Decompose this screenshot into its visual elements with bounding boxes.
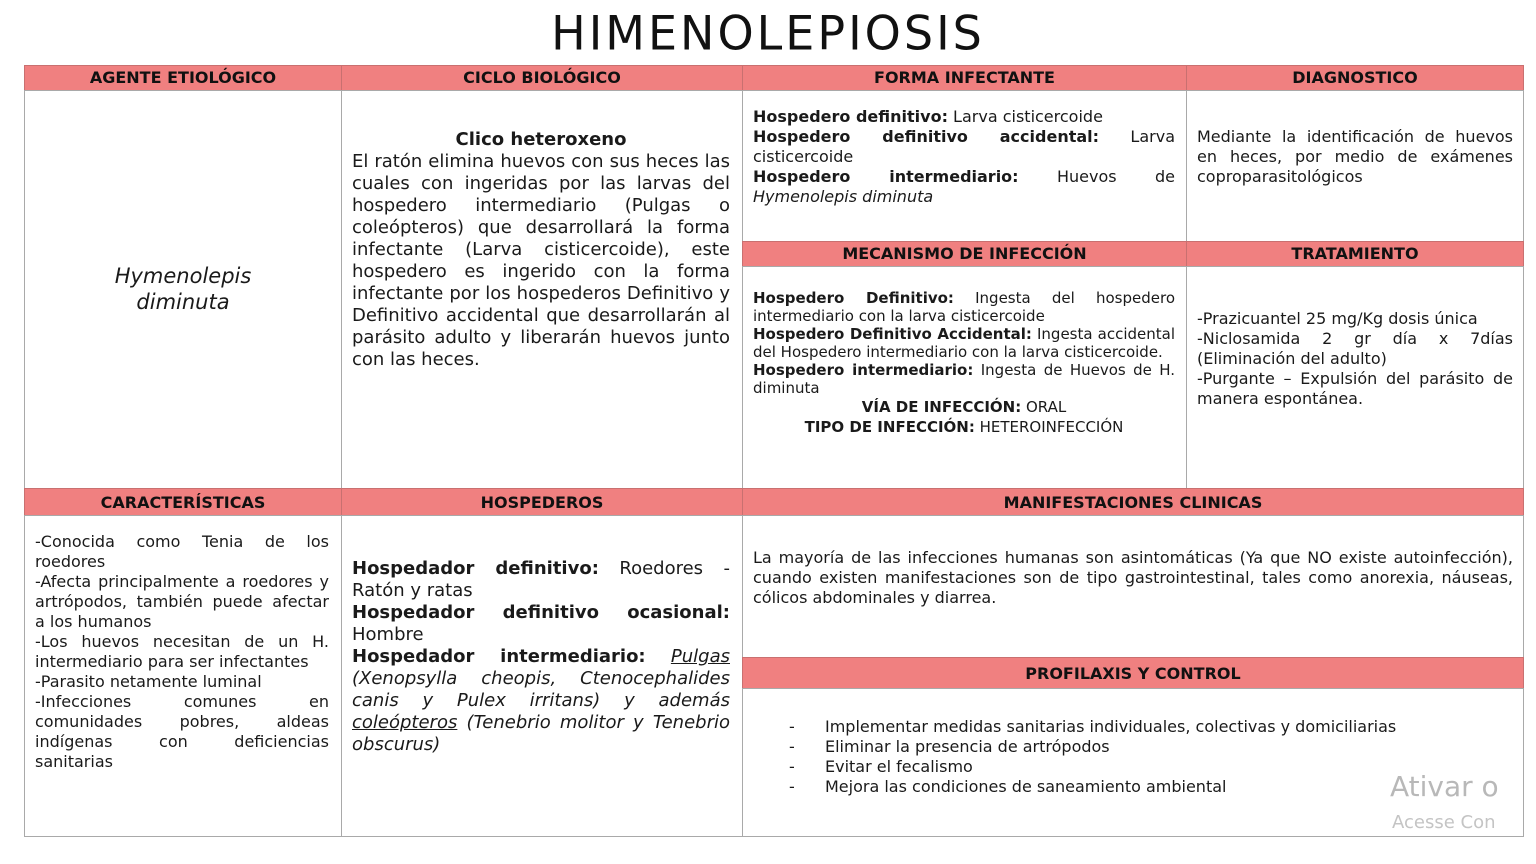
activation-watermark-subtitle: Acesse Con [1392, 812, 1496, 833]
hospedero-ocasional: Hospedador definitivo ocasional: Hombre [352, 602, 730, 645]
tratamiento-item-1: -Prazicuantel 25 mg/Kg dosis única [1197, 309, 1478, 328]
via-infeccion: VÍA DE INFECCIÓN: ORAL [861, 398, 1067, 416]
mecanismo-line-1: Hospedero Definitivo: Ingesta del hospedero intermediario con la larva cisticercoide [753, 289, 1175, 325]
ciclo-subtitle: Clico heteroxeno [455, 129, 627, 150]
profilaxis-item: - Evitar el fecalismo [789, 757, 1513, 777]
profilaxis-item: - Implementar medidas sanitarias individuales, colectivas y domiciliarias [789, 717, 1513, 737]
header-forma-infectante: FORMA INFECTANTE [742, 65, 1187, 91]
mecanismo-line-2: Hospedero Definitivo Accidental: Ingesta accidental del Hospedero intermediario con la larva cisticercoide. [753, 325, 1175, 361]
diagnostico-cell [1186, 90, 1524, 242]
profilaxis-item: - Mejora las condiciones de saneamiento ambiental [789, 777, 1513, 797]
hospedero-intermediario: Hospedador intermediario: Pulgas (Xenopsylla cheopis, Ctenocephalides canis y Pulex irritans) y además coleópteros (Tenebrio molitor y Tenebrio obscurus) [352, 646, 730, 755]
caracteristica-item: -Conocida como Tenia de los roedores [35, 532, 329, 571]
header-tratamiento: TRATAMIENTO [1186, 241, 1524, 267]
hospedero-definitivo: Hospedador definitivo: Roedores - Ratón y ratas [352, 558, 731, 601]
header-manifestaciones-clinicas: MANIFESTACIONES CLINICAS [742, 488, 1524, 516]
profilaxis-item: - Eliminar la presencia de artrópodos [789, 737, 1513, 757]
mecanismo-cell [742, 266, 1187, 489]
forma-line-1: Hospedero definitivo: Larva cisticercoide [753, 107, 1103, 126]
agente-name-line2: diminuta [136, 290, 230, 314]
page-title: HIMENOLEPIOSIS [551, 5, 985, 61]
header-mecanismo-infeccion: MECANISMO DE INFECCIÓN [742, 241, 1187, 267]
forma-cell [742, 90, 1187, 242]
caracteristica-item: -Afecta principalmente a roedores y artrópodos, también puede afectar a los humanos [35, 572, 329, 631]
header-profilaxis-control: PROFILAXIS Y CONTROL [742, 657, 1524, 689]
activation-watermark-title: Ativar o [1390, 770, 1499, 803]
tratamiento-item-3: -Purgante – Expulsión del parásito de manera espontánea. [1197, 369, 1513, 408]
caracteristica-item: -Parasito netamente luminal [35, 672, 262, 691]
agente-name-line1: Hymenolepis [114, 264, 252, 288]
manifestaciones-text: La mayoría de las infecciones humanas son asintomáticas (Ya que NO existe autoinfección), cuando existen manifestaciones son de tipo gastrointestinal, tales como anorexia, náuseas, cólicos abdominales y diarrea. [753, 548, 1513, 607]
forma-line-3: Hospedero intermediario: Huevos de Hymenolepis diminuta [753, 167, 1175, 206]
agente-cell [24, 90, 342, 489]
manifestaciones-cell [742, 515, 1524, 658]
header-hospederos: HOSPEDEROS [341, 488, 743, 516]
caracteristica-item: -Los huevos necesitan de un H. intermediario para ser infectantes [35, 632, 329, 671]
ciclo-cell [341, 90, 743, 489]
mecanismo-line-3: Hospedero intermediario: Ingesta de Huevos de H. diminuta [753, 361, 1175, 397]
tratamiento-cell [1186, 266, 1524, 489]
tratamiento-item-2: -Niclosamida 2 gr día x 7días (Eliminación del adulto) [1197, 329, 1513, 368]
ciclo-text: El ratón elimina huevos con sus heces las cuales con ingeridas por las larvas del hospedero intermediario (Pulgas o coleópteros) que desarrollará la forma infectante (Larva cisticercoide), este hospedero es ingerido con la forma infectante por los hospederos Definitivo y Definitivo accidental que desarrollarán al parásito adulto y liberarán huevos junto con las heces. [352, 151, 730, 370]
forma-line-2: Hospedero definitivo accidental: Larva cisticercoide [753, 127, 1175, 166]
caracteristicas-cell [24, 515, 342, 837]
header-ciclo-biologico: CICLO BIOLÓGICO [341, 65, 743, 91]
caracteristica-item: -Infecciones comunes en comunidades pobres, aldeas indígenas con deficiencias sanitarias [35, 692, 329, 771]
header-agente-etiologico: AGENTE ETIOLÓGICO [24, 65, 342, 91]
header-caracteristicas: CARACTERÍSTICAS [24, 488, 342, 516]
hospederos-cell [341, 515, 743, 837]
diagnostico-text: Mediante la identificación de huevos en heces, por medio de exámenes coproparasitológicos [1197, 127, 1513, 186]
header-diagnostico: DIAGNOSTICO [1186, 65, 1524, 91]
tipo-infeccion: TIPO DE INFECCIÓN: HETEROINFECCIÓN [804, 418, 1124, 436]
